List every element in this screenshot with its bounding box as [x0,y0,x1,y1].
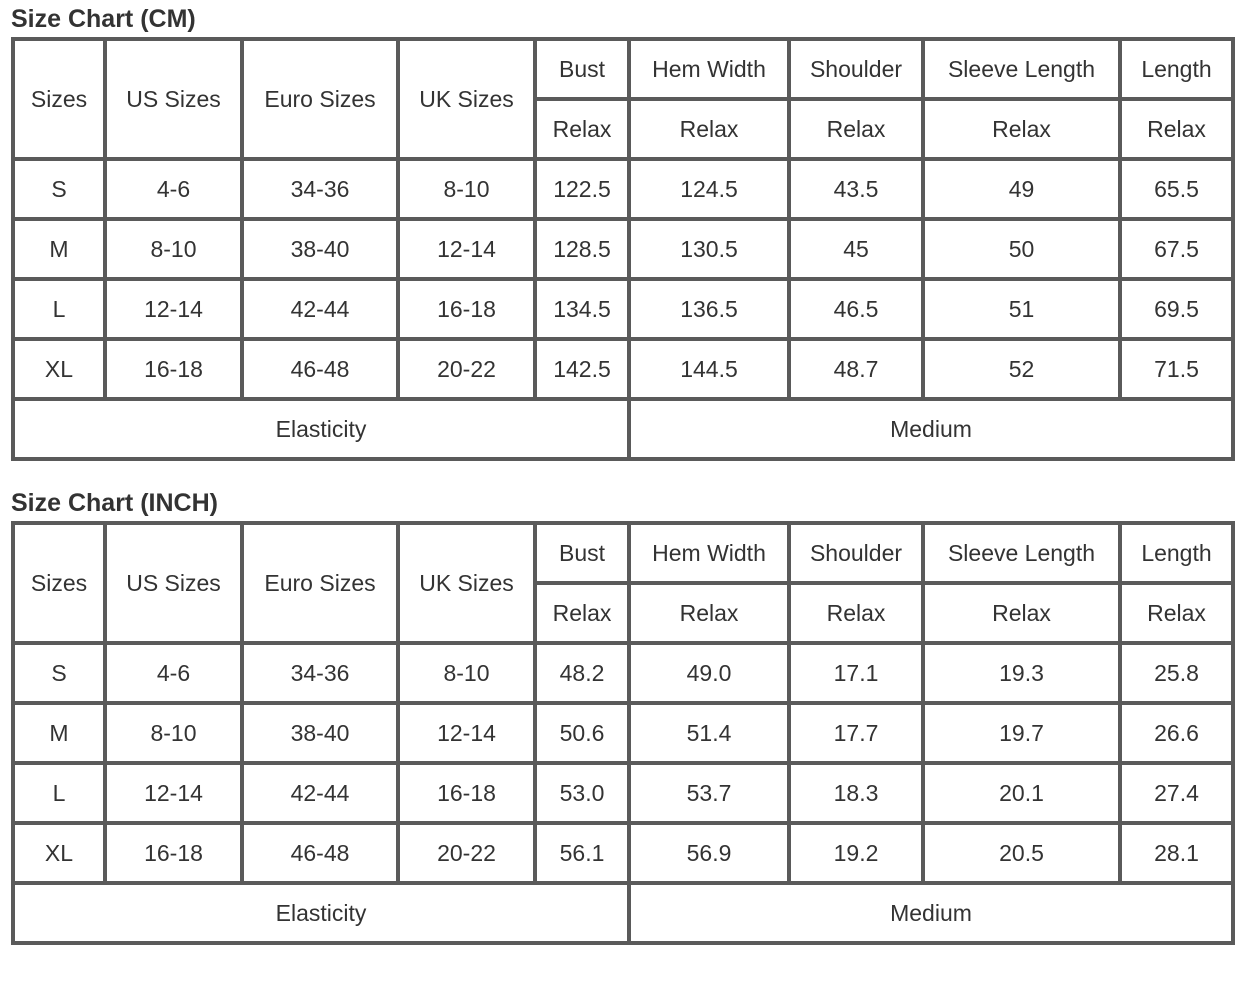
header-bust: Bust [535,39,629,99]
cell-us-size: 8-10 [105,219,242,279]
subheader-relax: Relax [629,99,789,159]
cell-bust: 53.0 [535,763,629,823]
cell-hem-width: 130.5 [629,219,789,279]
cell-sleeve-length: 49 [923,159,1120,219]
cell-hem-width: 51.4 [629,703,789,763]
cell-bust: 56.1 [535,823,629,883]
cell-us-size: 12-14 [105,279,242,339]
elasticity-row [13,883,1233,943]
header-shoulder: Shoulder [789,39,923,99]
cell-length: 26.6 [1120,703,1233,763]
cell-length: 71.5 [1120,339,1233,399]
cell-sleeve-length: 51 [923,279,1120,339]
header-length: Length [1120,39,1233,99]
header-euro-sizes: Euro Sizes [242,39,398,159]
header-uk-sizes: UK Sizes [398,39,535,159]
cell-sleeve-length: 20.5 [923,823,1120,883]
size-chart-cm-table [11,37,1235,461]
table-row [13,339,1233,399]
cell-length: 28.1 [1120,823,1233,883]
elasticity-label: Elasticity [13,399,629,459]
cell-hem-width: 53.7 [629,763,789,823]
cell-length: 69.5 [1120,279,1233,339]
subheader-relax: Relax [1120,99,1233,159]
cell-hem-width: 136.5 [629,279,789,339]
cell-uk-size: 20-22 [398,339,535,399]
cell-uk-size: 8-10 [398,159,535,219]
table-row [13,763,1233,823]
cell-us-size: 8-10 [105,703,242,763]
cell-length: 67.5 [1120,219,1233,279]
subheader-relax: Relax [923,99,1120,159]
cell-euro-size: 38-40 [242,703,398,763]
cell-bust: 142.5 [535,339,629,399]
cell-us-size: 16-18 [105,823,242,883]
subheader-relax: Relax [923,583,1120,643]
cell-shoulder: 48.7 [789,339,923,399]
cell-size: L [13,763,105,823]
subheader-relax: Relax [789,583,923,643]
header-sizes: Sizes [13,523,105,643]
cell-euro-size: 46-48 [242,823,398,883]
cell-uk-size: 12-14 [398,703,535,763]
cell-size: M [13,219,105,279]
cell-us-size: 16-18 [105,339,242,399]
cell-bust: 122.5 [535,159,629,219]
subheader-relax: Relax [629,583,789,643]
cell-hem-width: 49.0 [629,643,789,703]
cell-euro-size: 42-44 [242,763,398,823]
subheader-relax: Relax [1120,583,1233,643]
header-us-sizes: US Sizes [105,39,242,159]
cell-shoulder: 17.1 [789,643,923,703]
size-chart-inch-title: Size Chart (INCH) [11,489,218,517]
elasticity-value: Medium [629,883,1233,943]
cell-uk-size: 12-14 [398,219,535,279]
header-row [13,523,1233,583]
size-chart-cm-title: Size Chart (CM) [11,5,196,33]
cell-size: XL [13,823,105,883]
subheader-relax: Relax [535,583,629,643]
table-row [13,643,1233,703]
cell-uk-size: 8-10 [398,643,535,703]
cell-bust: 134.5 [535,279,629,339]
cell-hem-width: 56.9 [629,823,789,883]
table-row [13,823,1233,883]
cell-size: S [13,159,105,219]
header-sleeve-length: Sleeve Length [923,39,1120,99]
cell-shoulder: 19.2 [789,823,923,883]
header-shoulder: Shoulder [789,523,923,583]
cell-size: M [13,703,105,763]
cell-us-size: 12-14 [105,763,242,823]
cell-shoulder: 18.3 [789,763,923,823]
cell-euro-size: 42-44 [242,279,398,339]
cell-shoulder: 43.5 [789,159,923,219]
table-row [13,219,1233,279]
header-bust: Bust [535,523,629,583]
elasticity-value: Medium [629,399,1233,459]
header-hem-width: Hem Width [629,523,789,583]
size-chart-inch-table [11,521,1235,945]
cell-euro-size: 38-40 [242,219,398,279]
cell-us-size: 4-6 [105,159,242,219]
elasticity-row [13,399,1233,459]
cell-hem-width: 124.5 [629,159,789,219]
cell-us-size: 4-6 [105,643,242,703]
header-sizes: Sizes [13,39,105,159]
cell-shoulder: 46.5 [789,279,923,339]
cell-bust: 50.6 [535,703,629,763]
cell-length: 65.5 [1120,159,1233,219]
header-length: Length [1120,523,1233,583]
cell-size: XL [13,339,105,399]
cell-length: 27.4 [1120,763,1233,823]
cell-sleeve-length: 50 [923,219,1120,279]
header-sleeve-length: Sleeve Length [923,523,1120,583]
cell-length: 25.8 [1120,643,1233,703]
cell-uk-size: 16-18 [398,763,535,823]
cell-shoulder: 17.7 [789,703,923,763]
cell-sleeve-length: 20.1 [923,763,1120,823]
cell-euro-size: 34-36 [242,159,398,219]
elasticity-label: Elasticity [13,883,629,943]
cell-size: L [13,279,105,339]
header-uk-sizes: UK Sizes [398,523,535,643]
cell-uk-size: 16-18 [398,279,535,339]
cell-sleeve-length: 19.7 [923,703,1120,763]
cell-sleeve-length: 52 [923,339,1120,399]
table-row [13,703,1233,763]
table-row [13,279,1233,339]
header-us-sizes: US Sizes [105,523,242,643]
cell-size: S [13,643,105,703]
header-euro-sizes: Euro Sizes [242,523,398,643]
cell-shoulder: 45 [789,219,923,279]
cell-euro-size: 34-36 [242,643,398,703]
header-row [13,39,1233,99]
cell-bust: 128.5 [535,219,629,279]
cell-bust: 48.2 [535,643,629,703]
cell-uk-size: 20-22 [398,823,535,883]
subheader-relax: Relax [789,99,923,159]
cell-hem-width: 144.5 [629,339,789,399]
table-row [13,159,1233,219]
cell-euro-size: 46-48 [242,339,398,399]
header-hem-width: Hem Width [629,39,789,99]
subheader-relax: Relax [535,99,629,159]
cell-sleeve-length: 19.3 [923,643,1120,703]
